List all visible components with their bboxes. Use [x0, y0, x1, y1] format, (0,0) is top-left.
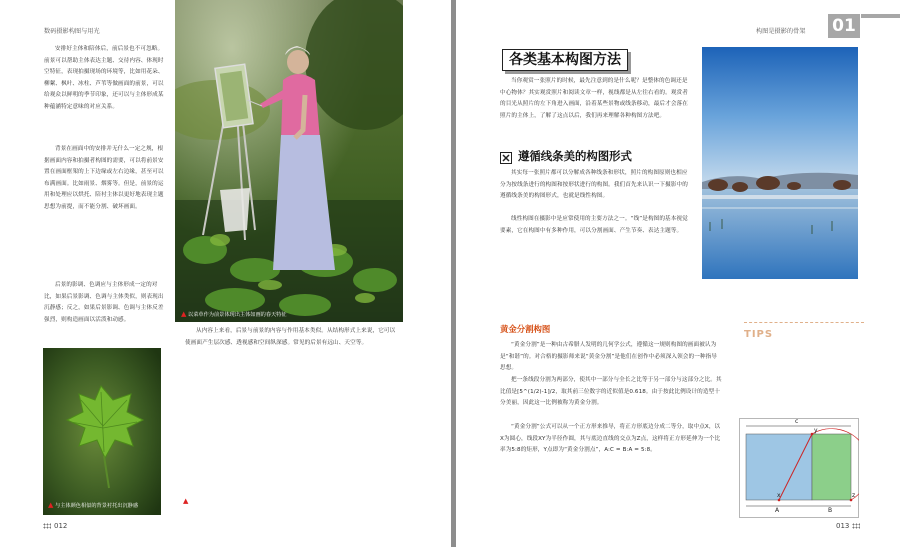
chapter-badge: 01 [828, 14, 860, 38]
section-marker-icon [500, 149, 512, 161]
paragraph-background-placement: 背景在画面中的安排并无什么一定之规，根据画面内容和拍摄者构图的需要，可以将前景安置在画面框架的上下边缘或左右边缘，甚至可以布满画面。比如雨景、烟雾等。但是，前景的运用和处理应以烘托、陪衬主体以更好地表现主题思想为前提，而不能分割、破坏画面。 [44, 146, 164, 210]
label-b: B [828, 507, 833, 514]
dots-icon [43, 523, 51, 529]
golden-paragraph-2: 把一条线段分割为两部分，使其中一部分与全长之比等于另一部分与这部分之比。其比值是[5^(1/2)-1]/2，取其前三位数字的近似值是0.618。由于按此比例设计的造型十分美丽，因此这一比例被称为黄金分割。 [500, 377, 722, 407]
main-title: 各类基本构图方法 [502, 49, 628, 71]
page-number-left [40, 522, 67, 530]
lake-photo [702, 47, 858, 279]
right-page [456, 0, 900, 547]
leaf-photo-caption [48, 501, 138, 509]
running-head-left: 数码摄影构图与用光 [44, 28, 100, 35]
warning-triangle-icon: ▲ [181, 310, 187, 318]
leaf-photo [43, 348, 161, 515]
warning-triangle-icon: ▲ [48, 501, 54, 509]
golden-paragraph-3: “黄金分割”公式可以从一个正方形来推导，将正方形底边分成二等分，取中点X，以X为圆心，线段XY为半径作圆，其与底边直线的交点为Z点，这样将正方形延伸为一个比率为5:8的矩形，Y点即为“黄金分割点”，A:C = B:A = 5:8。 [500, 424, 721, 454]
page-number-right [836, 522, 863, 530]
label-z: z [852, 492, 856, 499]
golden-ratio-diagram [739, 418, 859, 518]
header-rule [861, 14, 900, 18]
label-x: x [777, 492, 781, 499]
intro-paragraph: 当你观赏一张照片的时候，最先注意到的是什么呢？是整体的色调还是中心物体？其实观赏照片和阅读文章一样，视线都是从左往右看的。观赏者的目光从照片的左下角进入画面，沿着某些景物或线条移动，最后才会落在照片的主体上，了解了这点以后，我们再来理解各种构图方法吧。 [500, 78, 688, 119]
paragraph-background-structure: 从内容上来看，后景与前景的内容与作用基本类似。从结构形式上来说，它可以使画面产生层次感、透视感和空间纵深感。常见的后景有远山、天空等。 [185, 328, 396, 346]
section-paragraph-1: 其实每一张照片都可以分解成各种线条和形状，照片的构图原则也相应分为按线条进行的构图和按形状进行的构图。我们首先来认识一下摄影中的遵循线条美的构图形式，也就是线性构图。 [500, 170, 688, 200]
painter-photo [175, 0, 403, 322]
caption-text: 与主体颜色相似的背景衬托出沉静感 [55, 503, 139, 509]
page-number-right-text: 013 [836, 522, 850, 530]
running-head-right: 构图是摄影的骨架 [756, 28, 806, 35]
label-c: c [795, 418, 799, 425]
decorative-triangle-icon: ▲ [183, 497, 189, 505]
page-number-left-text: 012 [54, 522, 68, 530]
tips-label: TIPS [744, 329, 774, 340]
caption-text: 以菜草作为前景体现出主体如画的春天特征 [188, 312, 287, 318]
label-y: y [814, 427, 818, 434]
section-paragraph-2: 线性构图在摄影中是应常使用的主要方法之一。“线”是构图的基本视觉要素，它在构图中有多种作用，可以分割画面、产生节奏、表达主题等。 [500, 216, 688, 234]
dots-icon [852, 523, 860, 529]
tips-rule [744, 322, 864, 323]
paragraph-foreground: 安排好主体和陪体后，前后景也不可忽略。前景可以帮助主体表达主题、交待内容、体现时空特征，表现拍摄现场的环境等，比如用花朵、柳絮、枫叶、冰柱、芦苇等做画面的前景，可以给观众以鲜明的季节印象，还可以与主体形成某种蕴涵特定意味的对应关系。 [44, 46, 164, 110]
painter-photo-caption [181, 310, 287, 318]
section-title: 遵循线条美的构图形式 [518, 149, 632, 163]
golden-ratio-title: 黄金分割构图 [500, 324, 551, 334]
label-a: A [775, 507, 780, 514]
golden-paragraph-1: “黄金分割”是一种由古希腊人发明的几何学公式，遵循这一规则构图的画面被认为是“和谐”的。对合格的摄影师来说“黄金分割”是他们在创作中必须深入领会的一种指导思想。 [500, 342, 717, 372]
paragraph-background-tone: 后景的影调、色调应与主体形成一定的对比，如果后景影调、色调与主体类似，则表现出沉静感；反之，如果后景影调、色调与主体反差强烈，则构造画面以活泼和动感。 [44, 282, 164, 323]
